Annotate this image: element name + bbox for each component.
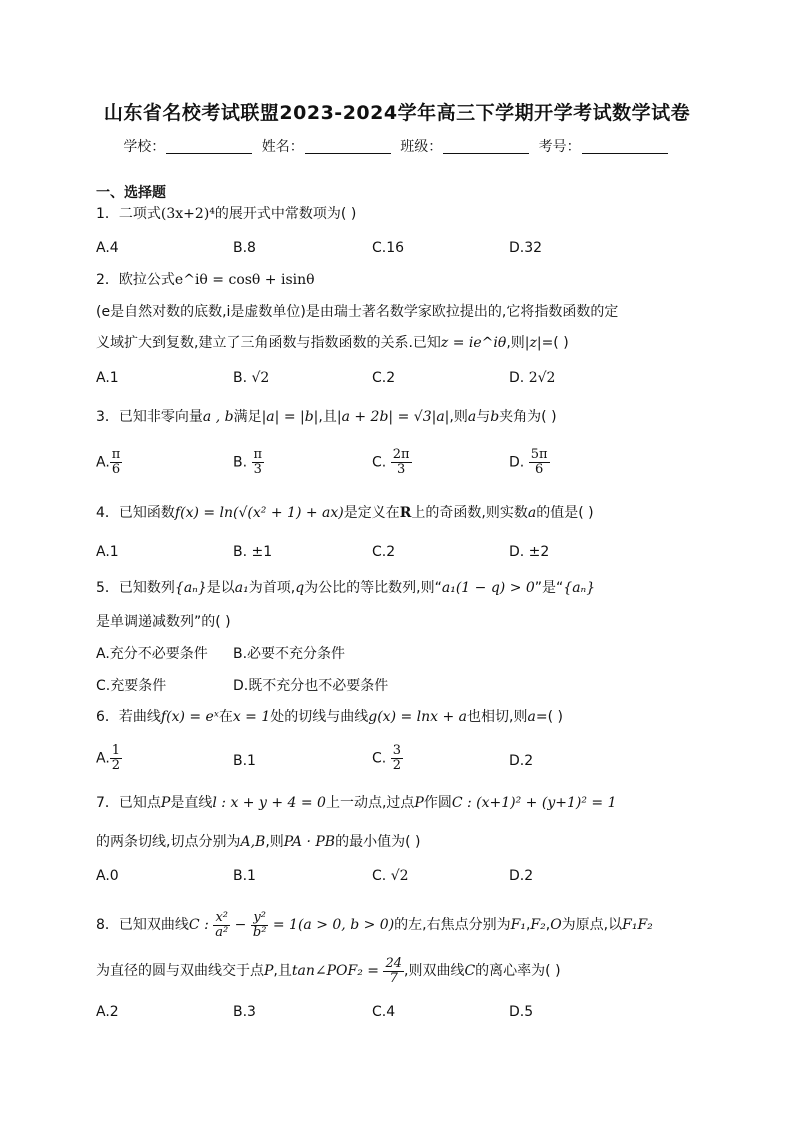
q3-cond-1: |a| = |b|	[261, 409, 319, 425]
q6-text-5: =( )	[535, 709, 563, 725]
frac-den: 6	[534, 462, 544, 477]
q8-tan-frac	[383, 957, 404, 986]
q3-option-b[interactable]	[233, 448, 264, 477]
frac-den: 2	[111, 758, 121, 773]
q2-abs-z: |z|	[524, 335, 542, 351]
page-title: 山东省名校考试联盟2023-2024学年高三下学期开学考试数学试卷	[103, 102, 691, 124]
q8-option-a[interactable]: A.2	[96, 1004, 119, 1020]
q8-f1f2: F₁F₂	[622, 917, 653, 933]
q7-line2b: ,则	[265, 834, 284, 850]
frac-den: b²	[252, 924, 267, 940]
student-info-row	[0, 136, 794, 156]
q5-text-3: 为首项,	[248, 580, 296, 596]
q3-vec-a: a	[467, 409, 477, 425]
q2-option-d-value: 2√2	[528, 370, 556, 386]
q3-option-c-label: C.	[372, 454, 387, 471]
q3-text-2: 满足	[233, 409, 262, 425]
q6-text-1: 6．若曲线	[96, 709, 161, 725]
q4-option-a[interactable]: A.1	[96, 544, 119, 560]
q2-line3-expr: z = ie^iθ	[440, 335, 507, 351]
frac-num: π	[253, 447, 263, 462]
q6-option-b[interactable]: B.1	[233, 753, 256, 769]
q8-line2c: ,则双曲线	[404, 963, 465, 979]
q5-text-5: ”是“	[534, 580, 564, 596]
q7-text-1: 7．已知点	[96, 795, 161, 811]
frac-num: x²	[213, 911, 230, 926]
q1-option-b[interactable]: B.8	[233, 240, 256, 256]
number-blank[interactable]	[582, 139, 668, 154]
q3-option-b-frac	[252, 448, 265, 477]
q5-options-row-2	[96, 675, 706, 701]
q1-expr: (3x+2)⁴	[160, 206, 215, 222]
school-label: 学校：	[123, 139, 166, 155]
q7-text-2: 是直线	[170, 795, 213, 811]
frac-num: π	[111, 447, 121, 462]
question-2	[96, 270, 706, 290]
q6-text-4: 也相切,则	[467, 709, 528, 725]
q2-option-d[interactable]	[509, 370, 555, 386]
q7-option-a[interactable]: A.0	[96, 868, 119, 884]
q5-option-c[interactable]: C.充要条件	[96, 678, 167, 694]
q6-curve-g: g(x) = lnx + a	[368, 709, 468, 725]
q6-option-a[interactable]	[96, 744, 122, 773]
q7-option-d[interactable]: D.2	[509, 868, 534, 884]
q3-option-a-label: A.	[96, 454, 110, 471]
q4-real-set: R	[399, 505, 412, 521]
q8-option-d[interactable]: D.5	[509, 1004, 534, 1020]
q1-option-a[interactable]: A.4	[96, 240, 119, 256]
q7-line2c: 的最小值为( )	[335, 834, 421, 850]
q8-line2d: 的离心率为( )	[475, 963, 561, 979]
q5-line-2: 是单调递减数列”的( )	[96, 614, 231, 630]
q4-option-c[interactable]: C.2	[372, 544, 396, 560]
q6-var-a: a	[527, 709, 536, 725]
q2-line-3	[96, 333, 706, 353]
number-label: 考号：	[538, 139, 581, 155]
q7-options	[96, 868, 706, 894]
q7-circle: C : (x+1)² + (y+1)² = 1	[451, 795, 617, 811]
q7-line-l: l : x + y + 4 = 0	[212, 795, 326, 811]
q3-option-c[interactable]	[372, 448, 412, 477]
q5-text-2: 是以	[206, 580, 235, 596]
q2-options	[96, 370, 706, 396]
frac-den: 7	[389, 970, 398, 986]
name-label: 姓名：	[261, 139, 304, 155]
q8-text-4: 为原点,以	[561, 917, 623, 933]
q8-frac-x	[213, 911, 230, 940]
q6-option-a-frac	[110, 744, 122, 773]
q3-text-3: ,且	[318, 409, 337, 425]
frac-num: 24	[385, 955, 402, 971]
q5-text-4: 为公比的等比数列,则“	[304, 580, 442, 596]
q3-text-1: 3．已知非零向量	[96, 409, 203, 425]
q8-f2: F₂	[530, 917, 546, 933]
q3-option-c-frac	[391, 448, 412, 477]
q1-option-d[interactable]: D.32	[509, 240, 543, 256]
q8-text-3: ,	[525, 917, 531, 933]
q2-option-d-label: D.	[509, 370, 525, 386]
frac-den: 2	[392, 758, 401, 773]
q8-point-p: P	[264, 963, 274, 979]
q8-text-2: 的左,右焦点分别为	[394, 917, 511, 933]
q1-suffix: 的展开式中常数项为( )	[214, 206, 357, 222]
q6-option-a-label: A.	[96, 750, 110, 767]
q6-option-c-label: C.	[372, 750, 387, 767]
q6-text-3: 处的切线与曲线	[270, 709, 369, 725]
frac-num: 5π	[530, 447, 548, 462]
q3-option-d-label: D.	[509, 454, 525, 471]
frac-num: 3	[392, 743, 401, 758]
q6-option-d[interactable]: D.2	[509, 753, 534, 769]
q3-text-6: 夹角为( )	[499, 409, 557, 425]
question-8	[96, 907, 706, 943]
q7-dot-product: PA · PB	[283, 834, 336, 850]
q7-text-3: 上一动点,过点	[325, 795, 415, 811]
q6-options	[96, 744, 706, 780]
q4-text-1: 4．已知函数	[96, 505, 175, 521]
q5-option-a[interactable]: A.充分不必要条件	[96, 646, 208, 662]
question-5	[96, 578, 706, 598]
q4-options	[96, 544, 706, 570]
section-heading: 一、选择题	[96, 185, 166, 201]
q8-line2b: ,且	[273, 963, 292, 979]
q2-option-b[interactable]	[233, 370, 269, 386]
q7-option-b[interactable]: B.1	[233, 868, 256, 884]
q2-option-a[interactable]: A.1	[96, 370, 119, 386]
q8-curve-c: C	[464, 963, 476, 979]
q3-options	[96, 448, 706, 484]
q2-line-2: (e是自然对数的底数,i是虚数单位)是由瑞士著名数学家欧拉提出的,它将指数函数的定	[96, 304, 619, 320]
q6-curve-f: f(x) = eˣ	[160, 709, 219, 725]
q7-point-p: P	[160, 795, 171, 811]
q5-var-q: q	[295, 580, 305, 596]
frac-num: 2π	[392, 447, 410, 462]
frac-den: 6	[111, 462, 121, 477]
q2-option-b-label: B.	[233, 370, 248, 386]
name-blank[interactable]	[305, 139, 391, 154]
q5-option-b[interactable]: B.必要不充分条件	[233, 646, 346, 662]
q7-text-4: 作圆	[423, 795, 452, 811]
q3-option-d-frac	[529, 448, 550, 477]
q8-line-2	[96, 953, 706, 989]
q1-prefix: 1．二项式	[96, 206, 161, 222]
q2-prefix: 2．欧拉公式	[96, 272, 175, 288]
q3-vectors: a , b	[202, 409, 234, 425]
q3-cond-2: |a + 2b| = √3|a|	[336, 409, 450, 425]
q5-option-d[interactable]: D.既不充分也不必要条件	[233, 678, 389, 694]
q4-text-4: 的值是( )	[536, 505, 594, 521]
q2-option-b-value: √2	[251, 370, 270, 386]
q7-point-p-2: P	[414, 795, 424, 811]
q3-vec-b: b	[490, 409, 500, 425]
question-6	[96, 707, 706, 727]
q8-option-c[interactable]: C.4	[372, 1004, 396, 1020]
frac-den: 3	[253, 462, 262, 477]
q3-option-a[interactable]	[96, 448, 122, 477]
frac-num: 1	[111, 743, 121, 758]
q7-points-ab: A,B	[240, 834, 266, 850]
q2-option-c[interactable]: C.2	[372, 370, 396, 386]
q8-f1: F₁	[510, 917, 526, 933]
q4-var-a: a	[527, 505, 537, 521]
q8-options	[96, 1004, 706, 1030]
q7-line2a: 的两条切线,切点分别为	[96, 834, 241, 850]
q4-option-d[interactable]: D. ±2	[509, 544, 550, 560]
question-4	[96, 503, 706, 523]
q2-line3c: =( )	[541, 335, 569, 351]
q3-text-5: 与	[476, 409, 491, 425]
q3-option-a-frac	[110, 448, 123, 477]
frac-den: a²	[215, 924, 229, 940]
class-label: 班级：	[400, 139, 443, 155]
q5-seq-2: {aₙ}	[563, 580, 596, 596]
q6-text-2: 在	[218, 709, 233, 725]
q2-line3b: ,则	[506, 335, 525, 351]
frac-num: y²	[251, 911, 269, 926]
q7-option-c[interactable]	[372, 868, 409, 884]
q8-comma: ,	[545, 917, 551, 933]
q8-line2a: 为直径的圆与双曲线交于点	[96, 963, 264, 979]
class-blank[interactable]	[443, 139, 529, 154]
q8-origin: O	[550, 917, 562, 933]
q3-option-d[interactable]	[509, 448, 550, 477]
q6-x-eq-1: x = 1	[232, 709, 271, 725]
q2-formula: e^iθ = cosθ + isinθ	[174, 272, 315, 288]
q5-options-row-1	[96, 643, 706, 669]
q7-option-c-label: C.	[372, 868, 387, 884]
q7-option-c-value: √2	[390, 868, 409, 884]
q3-option-b-label: B.	[233, 454, 248, 471]
q5-a1: a₁	[234, 580, 249, 596]
q7-line-2	[96, 832, 706, 852]
q4-function: f(x) = ln(√(x² + 1) + ax)	[174, 505, 344, 521]
q5-cond: a₁(1 − q) > 0	[441, 580, 535, 596]
q1-option-c[interactable]: C.16	[372, 240, 405, 256]
q6-option-c[interactable]	[372, 744, 403, 773]
q6-option-c-frac	[391, 744, 403, 773]
q8-frac-y	[251, 911, 269, 940]
q1-options	[96, 240, 706, 266]
frac-den: 3	[396, 462, 406, 477]
q8-curve: C : $\frac{\text{x²}}{\text{a²}}$ − $\frac{\text{y²}}{\text{b²}}$ = 1(a > 0, b > 0)	[188, 909, 395, 940]
q4-text-2: 是定义在	[343, 505, 400, 521]
q2-line3a: 义域扩大到复数,建立了三角函数与指数函数的关系.已知	[96, 335, 441, 351]
q8-option-b[interactable]: B.3	[233, 1004, 256, 1020]
school-blank[interactable]	[166, 139, 252, 154]
q4-option-b[interactable]: B. ±1	[233, 544, 273, 560]
q8-tan: tan∠POF₂ = $\frac{24}{7}$	[291, 955, 402, 986]
q5-seq: {aₙ}	[174, 580, 207, 596]
question-3	[96, 407, 706, 427]
q8-text-1: 8．已知双曲线	[96, 917, 189, 933]
question-1	[96, 204, 706, 224]
q5-text-1: 5．已知数列	[96, 580, 175, 596]
q3-text-4: ,则	[449, 409, 468, 425]
question-7	[96, 793, 706, 813]
q4-text-3: 上的奇函数,则实数	[411, 505, 528, 521]
